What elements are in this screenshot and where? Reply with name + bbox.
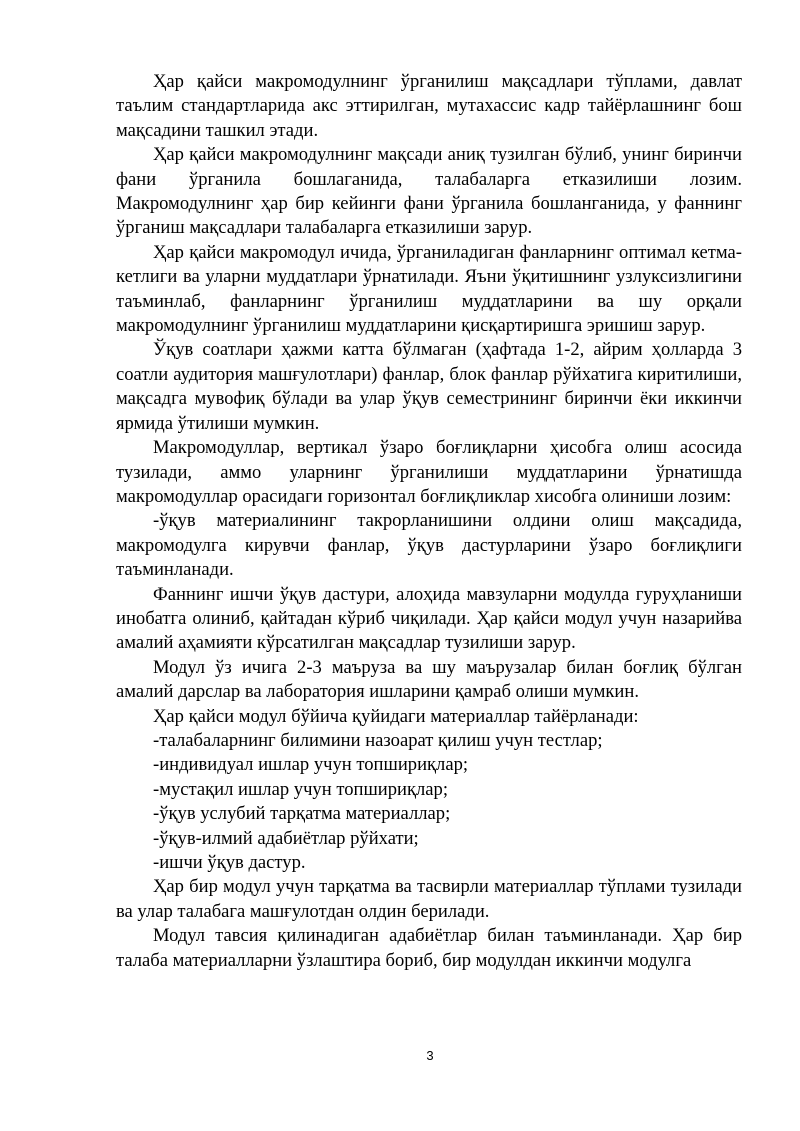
paragraph: Ҳар қайси макромодулнинг ўрганилиш мақсадлари тўплами, давлат таълим стандартларида акс эттирилган, мутахассис кадр тайёрлашнинг бош мақсадини ташкил этади.	[116, 71, 742, 141]
list-item: -ўқув услубий тарқатма материаллар;	[153, 803, 451, 825]
list-item: -талабаларнинг билимини назоарат қилиш учун тестлар;	[153, 729, 603, 751]
list-item: -ўқув-илмий адабиётлар рўйхати;	[153, 827, 419, 849]
paragraph: Макромодуллар, вертикал ўзаро боғлиқларни ҳисобга олиш асосида тузилади, аммо уларнинг ўрганилиши муддатларини ўрнатишда макромодуллар орасидаги горизонтал боғлиқликлар хисобга олиниши лозим:	[116, 437, 742, 507]
paragraph: Модул ўз ичига 2-3 маъруза ва шу маърузалар билан боғлиқ бўлган амалий дарслар ва лаборатория ишларини қамраб олиши мумкин.	[116, 656, 742, 703]
list-intro: Ҳар қайси модул бўйича қуйидаги материаллар тайёрланади:	[153, 705, 639, 727]
document-body	[116, 70, 742, 973]
paragraph: Ўқув соатлари ҳажми катта бўлмаган (ҳафтада 1-2, айрим ҳолларда 3 соатли аудитория машғулотлари) фанлар, блок фанлар рўйхатига киритилиши, мақсадга мувофиқ бўлади ва улар ўқув семестрининг биринчи ёки иккинчи ярмида ўтилиши мумкин.	[116, 339, 742, 434]
paragraph: Фаннинг ишчи ўқув дастури, алоҳида мавзуларни модулда гуруҳланиши инобатга олиниб, қайтадан кўриб чиқилади. Ҳар қайси модул учун назарийва амалий аҳамияти кўрсатилган мақсадлар тузилиши зарур.	[116, 583, 742, 654]
paragraph: Модул тавсия қилинадиган адабиётлар билан таъминланади. Ҳар бир талаба материалларни ўзлаштира бориб, бир модулдан иккинчи модулга	[116, 925, 742, 971]
paragraph: Ҳар қайси макромодулнинг мақсади аниқ тузилган бўлиб, унинг биринчи фани ўрганила бошлаганида, талабаларга етказилиши лозим. Макромодулнинг ҳар бир кейинги фани ўрганила бошланганида, у фаннинг ўрганиш мақсадлари талабаларга етказилиши зарур.	[116, 144, 742, 239]
paragraph: Ҳар қайси макромодул ичида, ўрганиладиган фанларнинг оптимал кетма-кетлиги ва уларни муддатлари ўрнатилади. Яъни ўқитишнинг узлуксизлигини таъминлаб, фанларнинг ўрганилиш муддатларини ва шу орқали макромодулнинг ўрганилиш муддатларини қисқартиришга эришиш зарур.	[116, 241, 742, 337]
page-number: 3	[426, 1048, 434, 1063]
paragraph: Ҳар бир модул учун тарқатма ва тасвирли материаллар тўплами тузилади ва улар талабага машғулотдан олдин берилади.	[116, 876, 742, 922]
paragraph: -ўқув материалининг такрорланишини олдини олиш мақсадида, макромодулга кирувчи фанлар, ўқув дастурларини ўзаро боғлиқлиги таъминланади.	[116, 510, 742, 581]
list-item: -мустақил ишлар учун топшириқлар;	[153, 778, 448, 800]
list-item: -индивидуал ишлар учун топшириқлар;	[153, 754, 469, 776]
list-item: -ишчи ўқув дастур.	[153, 852, 306, 873]
